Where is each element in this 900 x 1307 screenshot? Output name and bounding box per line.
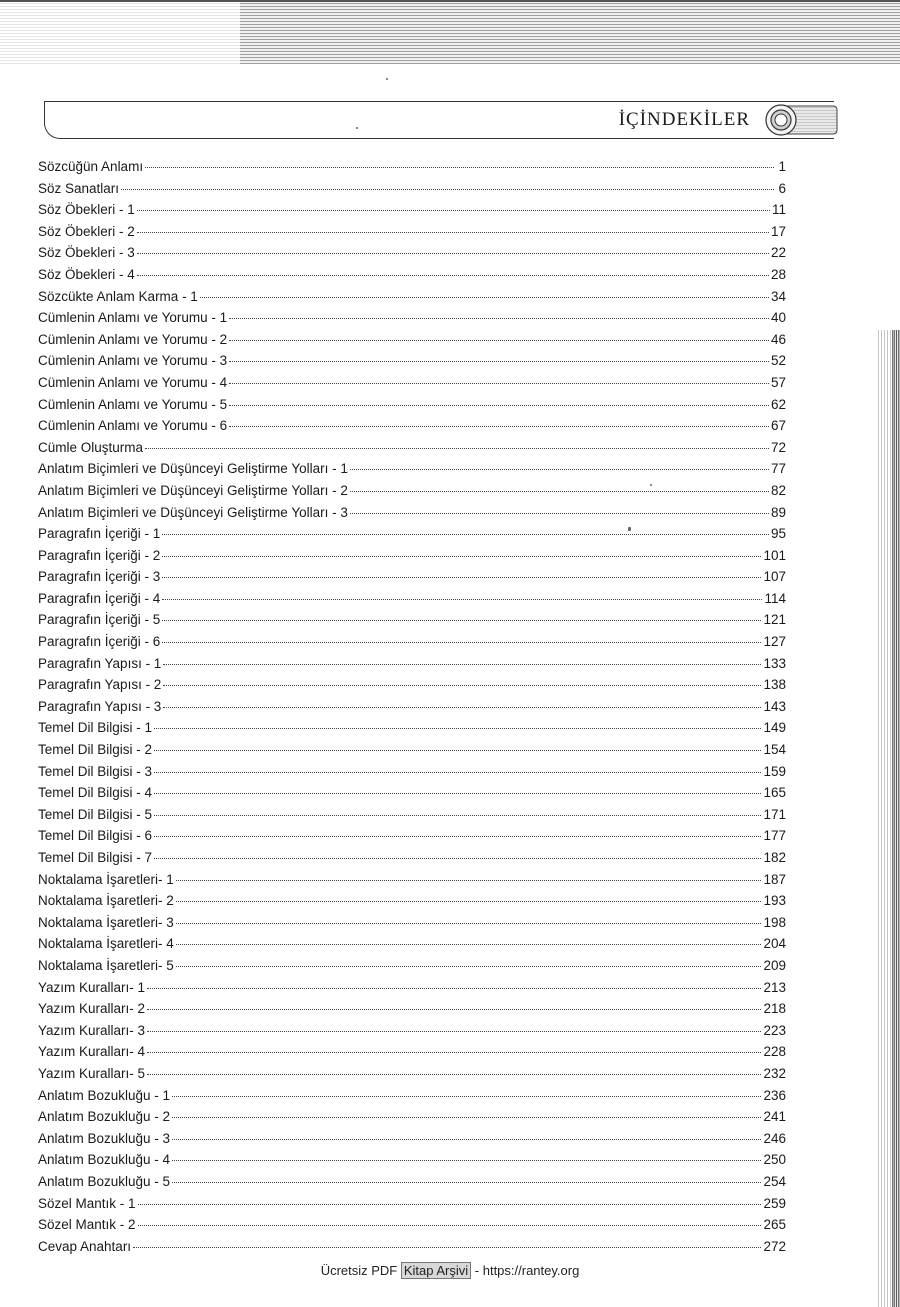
toc-entry	[38, 912, 786, 934]
toc-dot-leader	[154, 728, 761, 729]
toc-entry	[38, 394, 786, 416]
toc-entry	[38, 782, 786, 804]
toc-entry-page: 138	[763, 677, 786, 693]
toc-entry	[38, 350, 786, 372]
toc-entry	[38, 588, 786, 610]
toc-entry	[38, 372, 786, 394]
scan-top-band	[0, 0, 900, 66]
toc-dot-leader	[154, 836, 761, 837]
toc-entry-page: 34	[770, 288, 786, 304]
table-of-contents	[38, 156, 786, 1257]
toc-entry-page: 198	[763, 914, 786, 930]
toc-entry	[38, 609, 786, 631]
toc-entry-title: Cümlenin Anlamı ve Yorumu - 2	[38, 331, 228, 347]
toc-entry-page: 57	[770, 374, 786, 390]
toc-entry-title: Noktalama İşaretleri- 2	[38, 893, 174, 909]
toc-entry-page: 52	[770, 353, 786, 369]
toc-dot-leader	[137, 232, 769, 233]
toc-entry	[38, 156, 786, 178]
toc-dot-leader	[145, 167, 774, 168]
toc-entry-title: Sözel Mantık - 1	[38, 1195, 136, 1211]
toc-dot-leader	[162, 642, 761, 643]
toc-entry-title: Yazım Kuralları- 1	[38, 979, 146, 995]
toc-entry-title: Anlatım Bozukluğu - 4	[38, 1152, 171, 1168]
toc-entry-title: Cümle Oluşturma	[38, 439, 144, 455]
toc-dot-leader	[154, 858, 761, 859]
toc-entry	[38, 199, 786, 221]
toc-entry-page: 232	[763, 1065, 786, 1081]
toc-entry-page: 143	[763, 698, 786, 714]
toc-entry-page: 154	[763, 742, 786, 758]
toc-dot-leader	[172, 1160, 761, 1161]
toc-entry	[38, 717, 786, 739]
toc-entry-page: 149	[763, 720, 786, 736]
toc-entry	[38, 523, 786, 545]
toc-dot-leader	[176, 880, 762, 881]
toc-entry-page: 218	[763, 1001, 786, 1017]
toc-entry	[38, 242, 786, 264]
toc-dot-leader	[229, 383, 769, 384]
toc-entry-title: Paragrafın İçeriği - 1	[38, 526, 161, 542]
toc-entry	[38, 566, 786, 588]
toc-entry	[38, 1236, 786, 1258]
toc-entry-title: Cevap Anahtarı	[38, 1238, 132, 1254]
toc-entry-page: 265	[763, 1217, 786, 1233]
toc-entry-title: Yazım Kuralları- 4	[38, 1044, 146, 1060]
toc-entry-title: Anlatım Biçimleri ve Düşünceyi Geliştirme Yolları - 1	[38, 461, 348, 477]
toc-entry-page: 46	[770, 331, 786, 347]
toc-entry	[38, 1193, 786, 1215]
toc-entry-title: Temel Dil Bilgisi - 3	[38, 763, 153, 779]
footer-highlight: Kitap Arşivi	[401, 1262, 471, 1279]
toc-entry-title: Paragrafın İçeriği - 4	[38, 590, 161, 606]
toc-dot-leader	[350, 491, 769, 492]
toc-dot-leader	[163, 664, 761, 665]
toc-dot-leader	[172, 1096, 761, 1097]
toc-entry-title: Paragrafın Yapısı - 1	[38, 655, 162, 671]
toc-entry-page: 177	[763, 828, 786, 844]
toc-entry	[38, 437, 786, 459]
toc-entry-title: Cümlenin Anlamı ve Yorumu - 3	[38, 353, 228, 369]
toc-dot-leader	[229, 426, 769, 427]
toc-dot-leader	[133, 1247, 761, 1248]
toc-dot-leader	[138, 1204, 762, 1205]
toc-entry	[38, 1085, 786, 1107]
toc-dot-leader	[121, 189, 774, 190]
toc-entry	[38, 631, 786, 653]
toc-dot-leader	[350, 513, 769, 514]
toc-entry-page: 165	[763, 785, 786, 801]
toc-entry	[38, 1063, 786, 1085]
toc-entry-title: Cümlenin Anlamı ve Yorumu - 5	[38, 396, 228, 412]
toc-entry-title: Anlatım Bozukluğu - 5	[38, 1173, 171, 1189]
toc-entry	[38, 329, 786, 351]
toc-entry-page: 236	[763, 1087, 786, 1103]
toc-entry-page: 67	[770, 418, 786, 434]
toc-dot-leader	[162, 577, 761, 578]
toc-entry-page: 254	[763, 1173, 786, 1189]
scan-right-edge	[878, 330, 900, 1307]
toc-dot-leader	[162, 599, 762, 600]
toc-entry	[38, 998, 786, 1020]
toc-entry	[38, 178, 786, 200]
toc-dot-leader	[147, 1052, 761, 1053]
toc-dot-leader	[145, 448, 769, 449]
toc-entry	[38, 1149, 786, 1171]
scan-speck	[386, 78, 388, 80]
toc-entry	[38, 825, 786, 847]
toc-entry-page: 246	[763, 1130, 786, 1146]
scan-top-band-dark	[240, 0, 900, 64]
toc-entry-title: Paragrafın İçeriği - 6	[38, 634, 161, 650]
footer	[0, 1263, 900, 1278]
toc-entry-page: 1	[778, 159, 786, 174]
toc-entry-page: 187	[763, 871, 786, 887]
toc-entry	[38, 1214, 786, 1236]
toc-dot-leader	[163, 685, 761, 686]
toc-dot-leader	[176, 966, 762, 967]
toc-entry	[38, 264, 786, 286]
toc-entry	[38, 1041, 786, 1063]
toc-entry-page: 107	[763, 569, 786, 585]
header-badge-icon	[763, 104, 839, 136]
toc-dot-leader	[154, 815, 761, 816]
toc-entry	[38, 221, 786, 243]
toc-entry	[38, 1106, 786, 1128]
toc-entry-page: 272	[763, 1238, 786, 1254]
toc-entry-page: 72	[770, 439, 786, 455]
toc-entry-title: Paragrafın İçeriği - 3	[38, 569, 161, 585]
toc-entry-page: 213	[763, 979, 786, 995]
toc-dot-leader	[162, 534, 769, 535]
toc-entry-page: 82	[770, 482, 786, 498]
toc-entry-title: Noktalama İşaretleri- 3	[38, 914, 174, 930]
toc-dot-leader	[229, 340, 769, 341]
toc-entry	[38, 804, 786, 826]
toc-entry-title: Paragrafın Yapısı - 3	[38, 698, 162, 714]
toc-dot-leader	[147, 1009, 761, 1010]
toc-dot-leader	[176, 923, 762, 924]
toc-entry	[38, 955, 786, 977]
toc-entry	[38, 696, 786, 718]
toc-entry-title: Anlatım Bozukluğu - 1	[38, 1087, 171, 1103]
toc-entry	[38, 674, 786, 696]
toc-entry-title: Paragrafın İçeriği - 2	[38, 547, 161, 563]
toc-entry	[38, 480, 786, 502]
toc-entry-page: 17	[770, 223, 786, 239]
toc-dot-leader	[350, 469, 769, 470]
toc-entry-page: 223	[763, 1022, 786, 1038]
toc-entry-page: 182	[763, 850, 786, 865]
toc-entry-page: 40	[770, 310, 786, 326]
toc-entry-page: 11	[771, 202, 786, 218]
toc-entry	[38, 933, 786, 955]
toc-dot-leader	[138, 1225, 762, 1226]
toc-entry-page: 250	[763, 1152, 786, 1168]
toc-entry-title: Temel Dil Bilgisi - 4	[38, 785, 153, 801]
toc-dot-leader	[172, 1182, 761, 1183]
toc-dot-leader	[172, 1139, 761, 1140]
toc-entry	[38, 890, 786, 912]
toc-dot-leader	[176, 944, 762, 945]
toc-entry-title: Yazım Kuralları- 2	[38, 1001, 146, 1017]
toc-entry-page: 259	[763, 1195, 786, 1211]
footer-prefix: Ücretsiz PDF	[320, 1263, 401, 1278]
toc-entry-title: Sözcükte Anlam Karma - 1	[38, 288, 198, 304]
scan-speck	[650, 484, 652, 486]
toc-entry	[38, 307, 786, 329]
toc-entry	[38, 1128, 786, 1150]
toc-entry-title: Yazım Kuralları- 3	[38, 1022, 146, 1038]
toc-entry-title: Noktalama İşaretleri- 5	[38, 957, 174, 973]
toc-entry-title: Temel Dil Bilgisi - 2	[38, 742, 153, 758]
toc-entry-page: 204	[763, 936, 786, 952]
toc-entry-title: Temel Dil Bilgisi - 6	[38, 828, 153, 844]
toc-dot-leader	[162, 620, 761, 621]
toc-entry-page: 121	[763, 612, 786, 628]
toc-entry-page: 127	[763, 634, 786, 650]
scan-speck	[628, 527, 631, 531]
toc-entry-title: Temel Dil Bilgisi - 7	[38, 850, 153, 865]
toc-entry	[38, 847, 786, 869]
toc-entry-title: Noktalama İşaretleri- 4	[38, 936, 174, 952]
toc-entry-title: Cümlenin Anlamı ve Yorumu - 6	[38, 418, 228, 434]
toc-entry-title: Söz Öbekleri - 4	[38, 266, 135, 282]
toc-entry	[38, 977, 786, 999]
toc-entry-title: Yazım Kuralları- 5	[38, 1065, 146, 1081]
page-title: İÇİNDEKİLER	[618, 109, 750, 130]
toc-entry-title: Sözel Mantık - 2	[38, 1217, 136, 1233]
toc-entry-page: 133	[763, 655, 786, 671]
toc-entry	[38, 761, 786, 783]
toc-entry-page: 171	[763, 806, 786, 822]
toc-entry-page: 241	[763, 1109, 786, 1125]
toc-entry-page: 228	[763, 1044, 786, 1060]
toc-entry-page: 159	[763, 763, 786, 779]
toc-entry	[38, 458, 786, 480]
toc-entry-title: Cümlenin Anlamı ve Yorumu - 4	[38, 374, 228, 390]
toc-dot-leader	[163, 707, 761, 708]
toc-dot-leader	[137, 253, 769, 254]
toc-entry	[38, 869, 786, 891]
toc-dot-leader	[229, 405, 769, 406]
scan-top-edge	[0, 0, 900, 2]
toc-entry	[38, 415, 786, 437]
toc-dot-leader	[154, 772, 761, 773]
toc-dot-leader	[147, 1031, 761, 1032]
toc-entry	[38, 1171, 786, 1193]
toc-dot-leader	[154, 750, 761, 751]
toc-dot-leader	[137, 275, 769, 276]
toc-dot-leader	[176, 901, 762, 902]
toc-entry-title: Söz Öbekleri - 3	[38, 245, 135, 261]
toc-entry-title: Paragrafın İçeriği - 5	[38, 612, 161, 628]
toc-entry-page: 193	[763, 893, 786, 909]
toc-dot-leader	[137, 210, 770, 211]
toc-dot-leader	[147, 1074, 761, 1075]
toc-dot-leader	[147, 988, 761, 989]
toc-entry-page: 209	[763, 957, 786, 973]
toc-entry-page: 77	[770, 461, 786, 477]
toc-entry-title: Söz Öbekleri - 1	[38, 202, 135, 218]
toc-entry-page: 28	[770, 266, 786, 282]
toc-dot-leader	[229, 361, 769, 362]
scan-right-edge-strong	[892, 330, 900, 1307]
toc-entry-title: Sözcüğün Anlamı	[38, 159, 144, 174]
toc-entry	[38, 545, 786, 567]
toc-entry-title: Söz Öbekleri - 2	[38, 223, 135, 239]
toc-entry-title: Temel Dil Bilgisi - 5	[38, 806, 153, 822]
toc-entry-page: 22	[770, 245, 786, 261]
toc-entry-page: 101	[763, 547, 786, 563]
toc-entry-title: Söz Sanatları	[38, 180, 120, 196]
toc-entry-title: Noktalama İşaretleri- 1	[38, 871, 174, 887]
toc-entry-title: Cümlenin Anlamı ve Yorumu - 1	[38, 310, 228, 326]
toc-entry-page: 95	[770, 526, 786, 542]
toc-entry-title: Paragrafın Yapısı - 2	[38, 677, 162, 693]
toc-entry	[38, 502, 786, 524]
toc-dot-leader	[172, 1117, 761, 1118]
toc-entry	[38, 1020, 786, 1042]
toc-entry	[38, 739, 786, 761]
toc-dot-leader	[200, 297, 769, 298]
toc-entry-page: 114	[764, 590, 786, 606]
toc-entry-title: Anlatım Biçimleri ve Düşünceyi Geliştirme Yolları - 2	[38, 482, 348, 498]
toc-dot-leader	[154, 793, 761, 794]
toc-entry-page: 6	[778, 180, 786, 196]
toc-entry-title: Temel Dil Bilgisi - 1	[38, 720, 153, 736]
scan-speck	[356, 127, 358, 129]
toc-entry-title: Anlatım Bozukluğu - 3	[38, 1130, 171, 1146]
toc-dot-leader	[162, 556, 761, 557]
toc-dot-leader	[229, 318, 769, 319]
toc-entry-page: 62	[770, 396, 786, 412]
toc-entry-title: Anlatım Biçimleri ve Düşünceyi Geliştirme Yolları - 3	[38, 504, 348, 520]
toc-entry-title: Anlatım Bozukluğu - 2	[38, 1109, 171, 1125]
footer-suffix: - https://rantey.org	[471, 1263, 580, 1278]
toc-entry	[38, 286, 786, 308]
toc-entry-page: 89	[770, 504, 786, 520]
toc-entry	[38, 653, 786, 675]
